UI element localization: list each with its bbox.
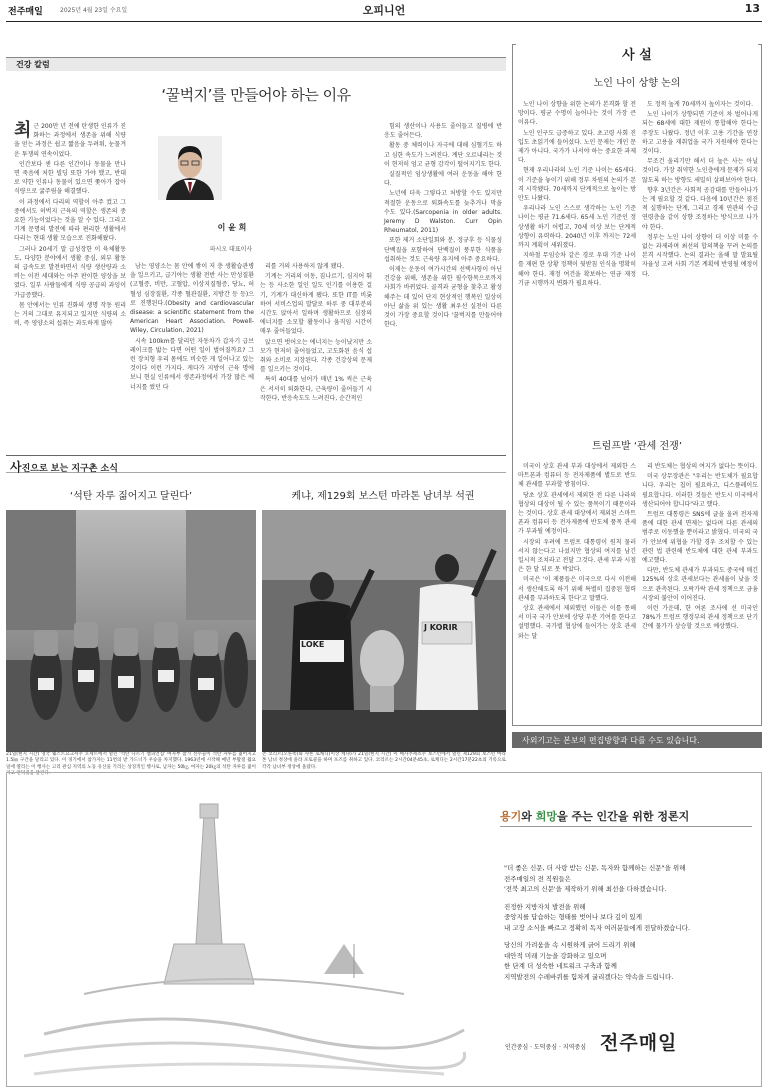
editorial-title-2: 트럼프발 ‘관세 전쟁’ [592, 441, 682, 452]
photo-news-bar: 사진으로 보는 지구촌 소식 [6, 455, 506, 473]
author-role: 파시오 대표이사 [209, 246, 253, 253]
ad-logo: 전주매일 [600, 1032, 678, 1054]
left-photo-title: ‘석탄 자루 짊어지고 달린다’ [69, 491, 193, 502]
editorial-1-col-b: 도 정적 높게 70세까지 높이자는 것이다. 노인 나이가 상향되면 기준이 차 벌어나게 되는 68세에 대한 재원이 통합해야 한다는 주장도 나왔다. 정년 이후 고용 기간을 연장하고 고용을 재취업을 국가 지원해야 한다는 것이다. 무조건 올리기만 해서 더 높은 사는 아닐 것이다. 가장 취약한 노인층에게 문제가 되지 않도록 하는 방향도 세밀히 살펴보아야 한다. 향후 3년간은 사회적 공감대를 만들어나가는 게 필요할 것 같다. 다음에 10년간은 점진적 실행하는 단계, 그리고 경제 연관의 수급 연령층을 같이 상향 조정하는 방식으로 나가야 한다. 정부는 노인 나이 상향이 더 이상 미룰 수 없는 과제라며 최선의 합의책을 꾸려 논의를 본격 시작했다. 논의 결과는 올해 말 발표될 자율성 고려 사회 기본 계획에 반영될 예정이다. [642, 101, 758, 278]
editorial-2-col-a: 미국이 상호 관세 부과 대상에서 제외한 스마트폰과 컴퓨터 등 전자제품에 별도로 반도체 관세를 부과할 방침이다. 당초 상호 관세에서 제외한 전 다른 나라의 협상의 대상이 될 수 있는 품목이기 때문이라는 것이다. 상호 관세 대상에서 제외된 스마트폰과 컴퓨터 등 전자제품에 반도체 품목 관세가 부과될 예정이다. 시장의 우려에 트럼프 대통령이 원칙 물러서지 않는다고 나섰지만 협상의 여지를 남긴 일시적 조치라고 전달 그것다. 관세 부과 시점은 한 달 뒤로 못 박았다. 미국은 '이 제품들은 미국으로 다시 이전해서 생산해도록 하기 위해 특별히 집중된 협력 관세를 부과하도록 한다'고 말했다. 상호 관세에서 제외했던 이들은 이를 통해서 미국 국가 안보에 상당 부분 기여를 한다고 설명했다. 국가별 협상에 들어가는 상호 관세와는 달 [518, 463, 636, 640]
column-text-3: 리를 거의 사용하지 않게 됐다. 기계는 거리의 이동, 짐나르기, 심지어 뛰는 등 사소한 일인 일도 인기를 이용한 걸기, 기계가 대신하게 됐다. 또한 IT를 비롯하여 서비스업의 발달로 하루 중 대부분의 시간도 앉아서 일하며 생활하므로 심장의 에너지를 소모할 활동이나 움직임 시간이 매우 줄어들었다. 앉으면 벗어오는 에너지는 능이났지만 소모가 현저히 줄어들었고, 고도화된 음식 섭취와 소비로 지장된다. 각종 건강상의 문제를 일으키는 것이다. 특히 40대를 넘어가 매년 1% 씩은 근육은 서서히 퇴화한다, 근육량이 줄어들기 시작한다, 반응속도도 느려진다, 순간적인 [260, 263, 372, 402]
right-photo-title: 케냐, 제129회 보스턴 마라톤 남녀부 석권 [291, 491, 475, 502]
ad-illustration [24, 794, 464, 1084]
issue-date: 2025년 4월 23일 수요일 [60, 7, 128, 14]
author-name: 이 윤 희 [217, 223, 247, 232]
ad-body: "더 좋은 신문, 더 사랑 받는 신문, 독자와 함께하는 신문"을 위해 전주매일의 전 직원들은 '전북 최고의 신문'을 제작하기 위해 최선을 다하겠습니다. 진정한 지방자치 발전을 위해 중앙지를 답습하는 형태를 벗어나 보다 깊이 있게 내 고장 소식을 빠르고 정확히 독자 여러분들에게 전달하겠습니다. 당신의 가려움을 속 시원하게 긁어 드리기 위해 대안적 미래 기능을 강화하고 있으며 한 단계 더 성숙한 네트워크 구축과 함께 지역발전의 수레바퀴를 힘차게 굴리겠다는 약속을 드립니다. [504, 864, 691, 981]
drop-cap: 최 [14, 120, 32, 141]
column-title: ‘꿀벅지’를 만들어야 하는 이유 [161, 86, 351, 104]
disclaimer-bar: 사외기고는 본보의 편집방향과 다를 수도 있습니다. [512, 732, 762, 748]
bib-korir: J KORIR [424, 623, 458, 632]
bib-lokedi: LOKE [301, 640, 325, 649]
paper-name: 전주매일 [8, 7, 43, 17]
page-number: 13 [744, 2, 760, 15]
ad-slogan: 용기와 희망을 주는 인간을 위한 정론지 [500, 810, 690, 823]
coal-race-photo [6, 510, 256, 752]
editorial-2-col-b: 리 반도체는 협상의 여지가 없다는 뜻이다. 미국 상무장관은 "우리는 반도체가 필요합니다. 우리는 칩이 필요하고, 디스플레이도 필요합니다. 이러한 것들은 반도시 미국에서 생산되어야 합니다"라고 했다. 트럼프 대통령은 SNS에 글을 올려 전자제품에 대한 관세 면제는 없다며 다른 관세의 범주로 이동했을 뿐이라고 밝혔다. 미국의 국가 안보에 위협을 가할 경우 조치할 수 있는 관련 법 관련해 반도체에 대한 관세 부과도 예고했다. 다만, 반도체 관세가 부과되도 중국에 매긴 125%의 상호 관세보다는 관세율이 낮을 것으로 관측된다. 오락가락 관세 정책으로 금융 시장의 불안이 이어진다. 이런 가운데, 한 여론 조사에 선 미국인 78%가 트럼프 행정부의 관세 정책으로 단기간에 물가가 상승할 것으로 예상했다. [642, 463, 758, 631]
marathon-photo [262, 510, 506, 752]
ad-rule [500, 826, 752, 827]
ad-motto: 인간중심 · 도덕중심 · 지역중심 [505, 1044, 586, 1051]
column-text-2: 남는 영양소는 몸 안에 쌓이 저 층 생활습관병을 일으키고, 급기야는 생활 전반 사는 만성질환(고혈증, 비만, 고혈압, 이상지질혈증, 당뇨, 허혈성 심장질환, 각종 혈관질환, 지방간 등 등)으로 진행된다.(Obesity and cardiovascular disease: a scientific statement from the American Heart Association. Powell-Wiley, Circulation, 2021) 시속 100km를 달리던 자동차가 갑자기 급브레이크를 밟는 다면 어떤 일이 벌어질까요? 그런 장치형 우리 몸에도 비슷한 게 일어나고 있는 것이다 이런 가지다. 게다가 지방이 근육 명에 보니 현실 인류에서 생존과정에서 가장 많은 에너지를 썼던 다 [130, 263, 254, 391]
right-photo-caption: 존 코리르(오른쪽)와 샤론 로케디(이상 케냐)가 21일(현지 시간) 미 매사추세츠주 보스턴에서 열린 제129회 보스턴 마라톤 남녀 정상에 올라 포토콜을 하며 포즈를 취하고 있다. 코리르는 2시간04분45초, 로케디는 2시간17분22초의 기록으로 각각 남녀부 정상에 올랐다. [262, 752, 506, 770]
left-photo-caption: 21일(현지 시간) 영국 웨스트요크셔주 오세트에서 열린 '석탄 나르기 챔피언십' 여자부 참가 선수들이 석탄 자루를 짊어지고 1.5㎞ 구간을 달리고 있다. 이 경기에서 참가자는 11번의 받 가드너가 우승을 차지했다. 1963년에 시작해 매년 부활절 월요일에 열리는 이 행사는 고리 관심 지역의 노동 유산을 기리는 상징적인 행사로, 남자는 50㎏, 여자는 20㎏의 석탄 자루를 짊어지고 언덕길을 달린다. [6, 752, 256, 777]
section-title: 오피니언 [362, 4, 406, 17]
column-text-1: 최근 200만 년 전에 탄생한 인류가 진화하는 과정에서 생존을 위해 식량을 얻는 과정은 쉽고 짧음을 두려워, 눈물겨운 투쟁의 연속이었다. 인간보다 센 다른 인간이나 동물을 만나면 죽음에 처한 빌딩 또한 가야 했고, 반대로 약한 인류나 동물이 있으면 쫓아가 잡아 식량으로 굶주림을 해결했다. 이 과정에서 다리의 역할이 아주 컸고 그 중에서도 허벅지 근육의 역할은 생존의 중요한 기능이었다는 것을 알 수 있다. 그리고 기계 문명의 발전에 따라 편리한 생활에서 다리는 현대 생활 모습으로 진화해왔다. 그러나 20세기 말 급성장한 이 육체활동도, 다양한 분야에서 생활 중심, 외부 활동의 급속도로 발전하면서 식량 생산량과 소비는 이전 세대와는 아주 판이한 양상을 보였다. 일부 사람들에게 식량 공급의 과잉이 가급증했다. 몸 안에서는 인류 진화의 생명 작동 원리는 거의 그대로 유지되고 있지만 식량의 소비, 즉 영양소의 섭취는 과도하게 많아 [14, 120, 126, 328]
author-photo [158, 136, 222, 200]
editorial-1-col-a: 노인 나이 상향을 위한 논의가 본격화 할 전망이다. 평균 수명이 늘어나는 것이 가장 큰 이유다. 노인 인구도 급증하고 있다. 초고령 사회 진입도 초읽기에 들어섰다. 노인 문제는 개인 문제가 아니다. 국가가 나서야 하는 중요한 과제다. 현재 우리나라의 노인 기준 나이는 65세다. 이 기준을 놓이기 위해 정부 차원의 논의가 본격 시작됐다. 70세까지 단계적으로 높이는 방안도 나왔다. 우리나라 노인 스스로 생각하는 노인 기준 나이는 평균 71.6세다. 65세 노인 기준인 정상생활 하기 어렵고, 70세 이상 보는 단계적 상향이 유력하다. 2040년 이후 까지는 72세까지 계획이 세워졌다. 지하철 무임승차 같은 경로 우대 기준 나이를 재편 한 상황 정책이 뒷받침 인식을 명확히 해야 한다. 재정 여건을 확보하는 연금 재정 기금 시행까지 변화가 필요하다. [518, 101, 636, 287]
column-label: 건강 칼럼 [6, 57, 506, 71]
editorial-label: 사 설 [516, 44, 758, 63]
editorial-title-1: 노인 나이 상향 논의 [593, 78, 681, 89]
column-text-4: 힘의 생산이나 사용도 줄어들고 질병에 반응도 줄어든다. 활동 중 체력이나 자극에 대해 심혈기도 하고 심한 속도가 느려진다. 계단 오르내리는 것이 현저히 엄고 균형 감각이 떨어지기도 한다. 실질적인 임상생활에 여러 운동을 해야 한다. 노년에 더욱 그렇다고 처방할 수도 있지만 적절한 운동으로 퇴화속도를 늦추거나 막을 수도 있다.(Sarcopenia in older adults. Jeremy D Walston. Curr Opin Rheumatol, 2011) 또한 제거 소단일회와 분, 정규후 등 식물성 단백질을 포함하여 단백질이 풍부한 식품을 섭취하는 것도 근육량 유지에 아주 중요하다. 이제는 운동이 여가시간의 선택사항이 아닌 건강을 위해, 생존을 위한 필수항목으로까지 사회가 바뀌었다. 골격과 균형을 찾추고 활성해주는 데 있어 단지 현상적인 행복인 일상이 아닌 삶을 위 있는 생활 최우선 실천이 다른 것이 가장 중요할 것이다 '꿀벅지를 만들어야 한다. [384, 123, 502, 329]
